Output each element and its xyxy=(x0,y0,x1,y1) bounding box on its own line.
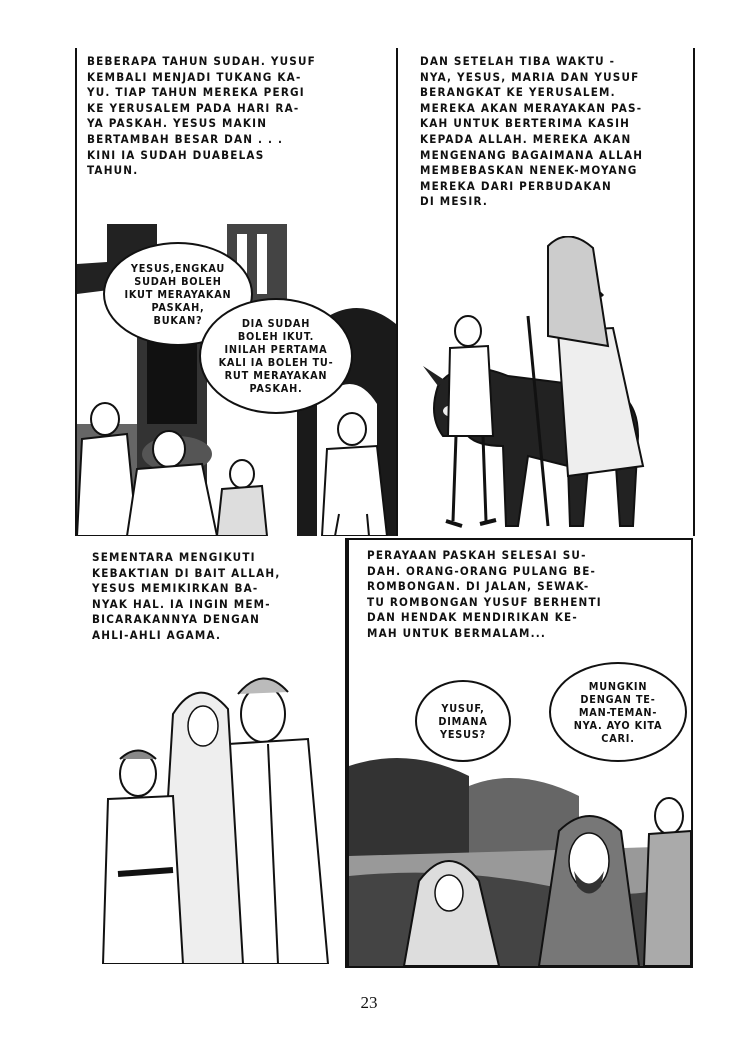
panel-2-caption: DAN SETELAH TIBA WAKTU - NYA, YESUS, MARIA DAN YUSUF BERANGKAT KE YERUSALEM. MEREKA AKAN MERAYAKAN PAS- KAH UNTUK BERTERIMA KASIH KEPADA ALLAH. MEREKA AKAN MENGENANG BAGAIMANA ALLAH MEMBEBASKAN NENEK-MOYANG MEREKA DARI PERBUDAKAN DI MESIR. xyxy=(420,54,644,209)
panel-1-speech-bubble-mother: YESUS,ENGKAU SUDAH BOLEH IKUT MERAYAKAN PASKAH, BUKAN? xyxy=(103,242,253,346)
panel-1 xyxy=(77,48,396,536)
panel-1-speech-bubble-joseph: DIA SUDAH BOLEH IKUT. INILAH PERTAMA KALI IA BOLEH TU- RUT MERAYAKAN PASKAH. xyxy=(199,298,353,414)
panel-4-illustration xyxy=(349,746,691,966)
page-number: 23 xyxy=(360,993,378,1012)
panel-3-illustration xyxy=(78,664,345,964)
panel-4-speech-bubble-mary: YUSUF, DIMANA YESUS? xyxy=(415,680,511,762)
panel-2 xyxy=(398,48,693,536)
panel-1-caption: BEBERAPA TAHUN SUDAH. YUSUF KEMBALI MENJADI TUKANG KA- YU. TIAP TAHUN MEREKA PERGI KE YERUSALEM PADA HARI RA- YA PASKAH. YESUS MAKIN BERTAMBAH BESAR DAN . . . KINI IA SUDAH DUABELAS TAHUN. xyxy=(87,54,316,178)
panel-3 xyxy=(78,538,345,968)
panel-4 xyxy=(347,538,693,968)
panel-4-speech-bubble-joseph: MUNGKIN DENGAN TE- MAN-TEMAN- NYA. AYO KITA CARI. xyxy=(549,662,687,762)
panel-4-caption: PERAYAAN PASKAH SELESAI SU- DAH. ORANG-ORANG PULANG BE- ROMBONGAN. DI JALAN, SEWAK- TU ROMBONGAN YUSUF BERHENTI DAN HENDAK MENDIRIKAN KE- MAH UNTUK BERMALAM... xyxy=(367,548,602,640)
panel-2-right-border xyxy=(693,48,695,536)
panel-3-caption: SEMENTARA MENGIKUTI KEBAKTIAN DI BAIT ALLAH, YESUS MEMIKIRKAN BA- NYAK HAL. IA INGIN MEM- BICARAKANNYA DENGAN AHLI-AHLI AGAMA. xyxy=(92,550,281,642)
panel-2-illustration xyxy=(398,236,693,536)
